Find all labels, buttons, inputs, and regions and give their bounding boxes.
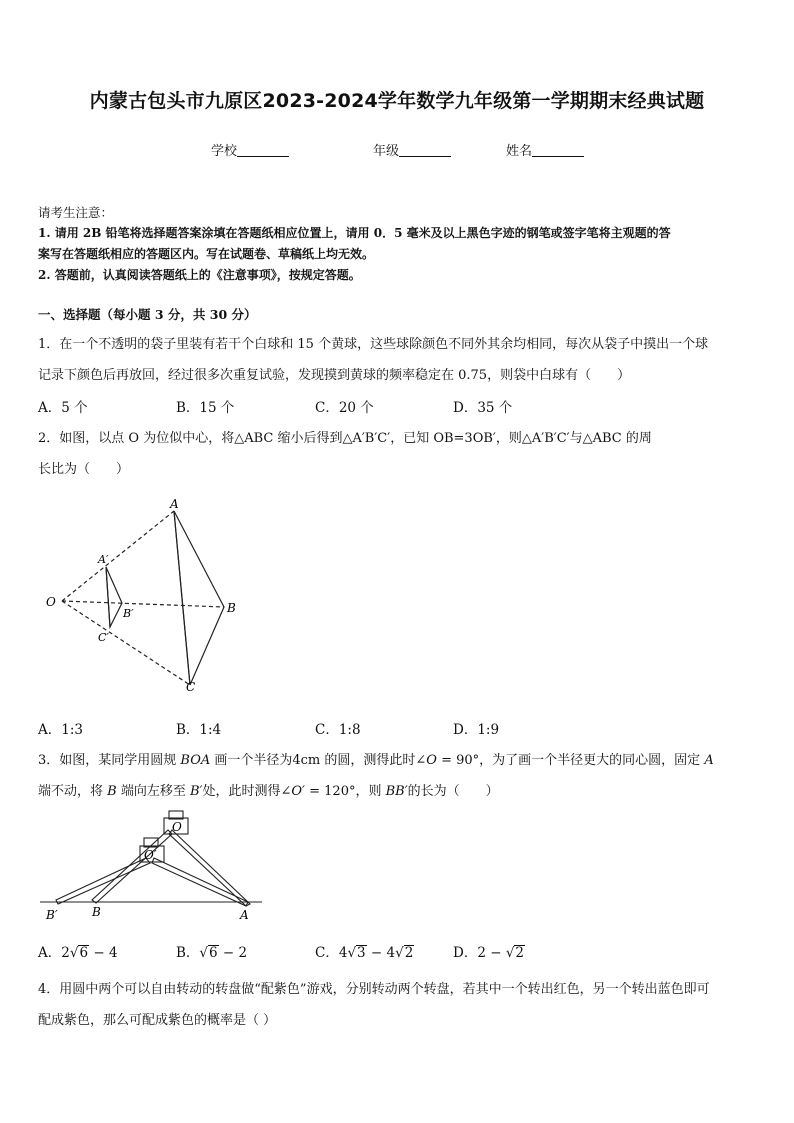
math-rest: 2 − bbox=[477, 945, 506, 961]
math-coef: 4 bbox=[338, 945, 348, 961]
q3-option-c: C．4√3 − 4√2 bbox=[315, 945, 414, 961]
q3-text: 处，此时测得∠ bbox=[202, 784, 292, 799]
q1-line-1: 1．在一个不透明的袋子里装有若干个白球和 15 个黄球，这些球除颜色不同外其余均相同，每次从袋子中摸出一个球 bbox=[38, 337, 709, 352]
grade-blank bbox=[399, 142, 451, 157]
q3-math: O′ bbox=[291, 784, 305, 799]
q2-option-c: C．1:8 bbox=[315, 722, 361, 738]
q1-option-b: B．15 个 bbox=[176, 400, 235, 416]
name-label: 姓名 bbox=[506, 144, 533, 159]
q3-option-b: B．√6 − 2 bbox=[176, 945, 248, 961]
notice-line-1: 1. 请用 2B 铅笔将选择题答案涂填在答题纸相应位置上，请用 0．5 毫米及以上黑色字迹的钢笔或签字笔将主观题的答 bbox=[38, 226, 671, 240]
math-radicand: 3 bbox=[357, 945, 366, 961]
math-radicand: 2 bbox=[404, 945, 414, 961]
q3-text: 画一个半径为4cm 的圆，测得此时∠ bbox=[210, 753, 427, 768]
q2-option-b: B．1:4 bbox=[176, 722, 222, 738]
q1-option-a: A．5 个 bbox=[38, 400, 88, 416]
school-blank bbox=[237, 142, 289, 157]
notice-line-2: 案写在答题纸相应的答题区内。写在试题卷、草稿纸上均无效。 bbox=[38, 247, 375, 261]
section-heading: 一、选择题（每小题 3 分，共 30 分） bbox=[38, 307, 257, 322]
label-a1: A′ bbox=[98, 553, 109, 566]
label-a: A bbox=[170, 497, 179, 511]
math-rest: − 2 bbox=[218, 945, 248, 961]
q1-line-2: 记录下颜色后再放回，经过很多次重复试验，发现摸到黄球的频率稳定在 0.75，则袋中白球有（ ） bbox=[38, 368, 631, 383]
label-b: B bbox=[227, 601, 236, 615]
name-blank bbox=[532, 142, 584, 157]
label-o: O bbox=[172, 820, 182, 834]
label-b1: B′ bbox=[123, 607, 134, 620]
option-label: C． bbox=[315, 945, 339, 961]
label-c1: C′ bbox=[98, 631, 109, 644]
q3-option-d: D．2 − √2 bbox=[453, 945, 525, 961]
compass-upper-right-leg bbox=[169, 830, 250, 906]
notice-heading: 请考生注意： bbox=[38, 205, 114, 220]
q3-figure bbox=[36, 808, 266, 923]
label-b: B bbox=[92, 905, 101, 919]
q4-line-2: 配成紫色，那么可配成紫色的概率是（ ） bbox=[38, 1013, 277, 1028]
q3-text: 端不动，将 bbox=[38, 784, 108, 799]
option-label: D． bbox=[453, 945, 478, 961]
q1-option-d: D．35 个 bbox=[453, 400, 513, 416]
dash-ob bbox=[62, 601, 224, 607]
math-coef: 2 bbox=[61, 945, 70, 961]
grade-label: 年级 bbox=[373, 144, 400, 159]
label-c: C bbox=[186, 680, 196, 694]
compass-lower-right-leg bbox=[152, 858, 248, 906]
label-b1: B′ bbox=[46, 908, 58, 922]
label-o: O bbox=[46, 595, 56, 609]
label-o1: O′ bbox=[144, 848, 157, 862]
name-field bbox=[506, 140, 584, 159]
q3-text: 端向左移至 bbox=[116, 784, 190, 799]
q3-math: BOA bbox=[180, 753, 211, 768]
q2-option-d: D．1:9 bbox=[453, 722, 500, 738]
option-label: A． bbox=[38, 945, 62, 961]
label-a: A bbox=[240, 908, 249, 922]
q3-line-2 bbox=[38, 780, 499, 799]
math-radicand: 6 bbox=[209, 945, 218, 961]
q3-text: 3．如图，某同学用圆规 bbox=[38, 753, 181, 768]
math-rest: − 4 bbox=[366, 945, 396, 961]
q2-line-1: 2．如图，以点 O 为位似中心，将△ABC 缩小后得到△A′B′C′，已知 OB=3OB′，则△A′B′C′与△ABC 的周 bbox=[38, 431, 652, 446]
math-radicand: 6 bbox=[79, 945, 89, 961]
q4-line-1: 4．用圆中两个可以自由转动的转盘做“配紫色”游戏，分别转动两个转盘，若其中一个转出红色，另一个转出蓝色即可 bbox=[38, 982, 710, 997]
q3-text: 的长为（ ） bbox=[407, 784, 499, 799]
q3-text: = 90°，为了画一个半径更大的同心圆，固定 bbox=[436, 753, 705, 768]
q3-option-a: A．2√6 − 4 bbox=[38, 945, 118, 961]
q3-math: A bbox=[704, 753, 714, 768]
q3-line-1 bbox=[38, 749, 714, 768]
notice-line-3: 2. 答题前，认真阅读答题纸上的《注意事项》，按规定答题。 bbox=[38, 268, 361, 282]
school-label: 学校 bbox=[211, 144, 238, 159]
q2-option-a: A．1:3 bbox=[38, 722, 83, 738]
math-rest: − 4 bbox=[89, 945, 118, 961]
q3-text: = 120°，则 bbox=[305, 784, 386, 799]
q3-math: BB′ bbox=[385, 784, 408, 799]
option-label: B． bbox=[176, 945, 200, 961]
page-title: 内蒙古包头市九原区2023-2024学年数学九年级第一学期期末经典试题 bbox=[89, 90, 705, 112]
q3-math: B′ bbox=[189, 784, 203, 799]
q2-line-2: 长比为（ ） bbox=[38, 462, 130, 477]
q2-figure bbox=[40, 495, 250, 695]
q3-math: B bbox=[107, 784, 117, 799]
q1-option-c: C．20 个 bbox=[315, 400, 374, 416]
math-radicand: 2 bbox=[515, 945, 525, 961]
school-field bbox=[211, 140, 289, 159]
grade-field bbox=[373, 140, 451, 159]
dash-oa bbox=[62, 511, 174, 601]
q3-math: O bbox=[426, 753, 437, 768]
